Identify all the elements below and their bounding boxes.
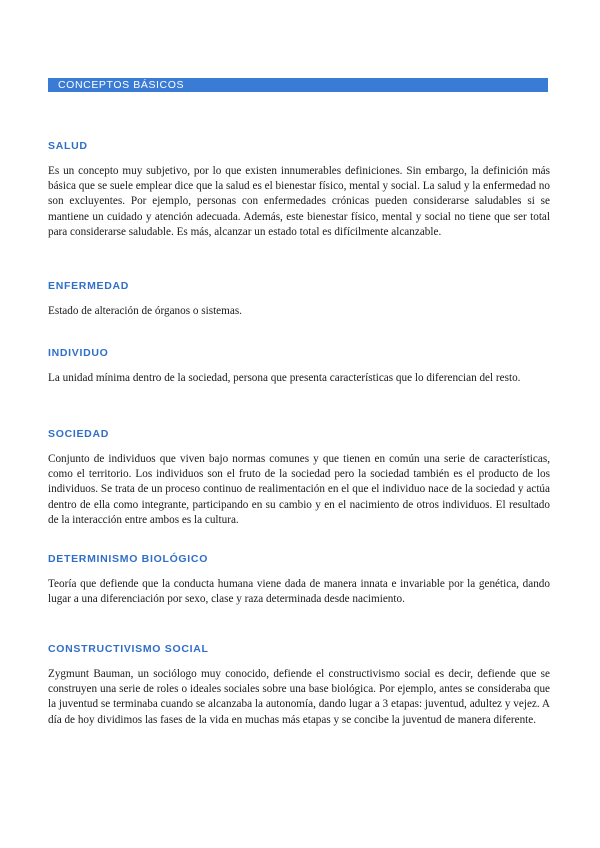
section-sociedad xyxy=(48,428,550,528)
banner-title: CONCEPTOS BÁSICOS xyxy=(58,79,185,91)
section-body: Estado de alteración de órganos o sistemas. xyxy=(48,305,242,317)
section-body: Es un concepto muy subjetivo, por lo que existen innumerables definiciones. Sin embargo, la definición más básica que se suele emplear dice que la salud es el bienestar físico, mental y social. La salud y la enfermedad no son excluyentes. Por ejemplo, personas con enfermedades crónicas pueden considerarse saludables si se mantiene un cuidado y atención adecuada. Además, este bienestar físico, mental y social no tiene que ser total para considerarse saludable. Es más, alcanzar un estado total es difícilmente alcanzable. xyxy=(48,165,550,238)
section-banner xyxy=(48,78,548,92)
section-heading: INDIVIDUO xyxy=(48,347,109,359)
section-body: Teoría que defiende que la conducta humana viene dada de manera innata e invariable por la genética, dando lugar a una diferenciación por sexo, clase y raza determinada desde nacimiento. xyxy=(48,578,550,606)
section-body: La unidad mínima dentro de la sociedad, persona que presenta características que lo diferencian del resto. xyxy=(48,372,521,384)
section-heading: SALUD xyxy=(48,140,88,152)
section-body: Zygmunt Bauman, un sociólogo muy conocido, defiende el constructivismo social es decir, defiende que se construyen una serie de roles o ideales sociales sobre una base biológica. Por ejemplo, antes se consideraba que la juventud se terminaba cuando se alcanzaba la autonomía, dando lugar a 3 etapas: juventud, adultez y vejez. A día de hoy dividimos las fases de la vida en muchas más etapas y se concibe la juventud de manera diferente. xyxy=(48,668,550,726)
section-constructivismo-social xyxy=(48,643,550,728)
section-enfermedad xyxy=(48,280,550,319)
section-heading: DETERMINISMO BIOLÓGICO xyxy=(48,553,209,565)
section-heading: SOCIEDAD xyxy=(48,428,110,440)
section-individuo xyxy=(48,347,550,386)
section-body: Conjunto de individuos que viven bajo normas comunes y que tienen en común una serie de características, como el territorio. Los individuos son el fruto de la sociedad pero la sociedad también es el producto de los individuos. Se trata de un proceso continuo de realimentación en el que el individuo nace de la sociedad y actúa dentro de ella como integrante, participando en su cambio y en el nacimiento de otros individuos. El resultado de la interacción entre ambos es la cultura. xyxy=(48,453,550,526)
section-heading: ENFERMEDAD xyxy=(48,280,130,292)
section-salud xyxy=(48,140,550,240)
section-determinismo-biologico xyxy=(48,553,550,607)
section-heading: CONSTRUCTIVISMO SOCIAL xyxy=(48,643,209,655)
